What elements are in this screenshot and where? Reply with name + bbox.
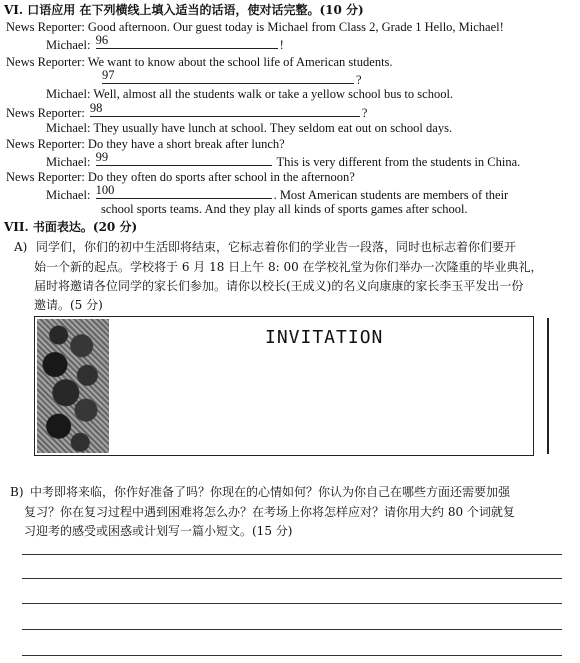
part-a-line-3: 届时将邀请各位同学的家长们参加。请你以校长(王成义)的名义向康康的家长李玉平发出一份 bbox=[34, 279, 524, 293]
flower-decoration bbox=[37, 319, 109, 453]
line-tail: ! bbox=[279, 38, 284, 52]
line-text: Good afternoon. Our guest today is Michael from Class 2, Grade 1 Hello, Michael! bbox=[87, 20, 504, 34]
line-text: Do they often do sports after school in the afternoon? bbox=[87, 170, 355, 184]
part-b-line-3: 习迎考的感受或困惑或计划写一篇小短文。(15 分) bbox=[24, 524, 293, 538]
part-a-line-1: 同学们，你们的初中生活即将结束，它标志着你们的学业告一段落，同时也标志着你们要开 bbox=[36, 240, 517, 254]
part-b-label: B) bbox=[10, 485, 24, 499]
answer-blank-96[interactable]: 96 bbox=[96, 35, 278, 49]
invitation-title: INVITATION bbox=[265, 327, 384, 348]
line-tail: ? bbox=[361, 106, 368, 120]
writing-line-1[interactable] bbox=[22, 554, 562, 555]
speaker: News Reporter: bbox=[6, 106, 85, 120]
part-b-line-1: 中考即将来临，你作好准备了吗？你现在的心情如何？你认为你自己在哪些方面还需要加强 bbox=[30, 485, 511, 499]
line-text: They usually have lunch at school. They seldom eat out on school days. bbox=[93, 121, 453, 135]
dialogue-line-1 bbox=[6, 19, 504, 35]
dialogue-line-3 bbox=[6, 54, 393, 70]
writing-line-2[interactable] bbox=[22, 578, 562, 579]
dialogue-line-2 bbox=[46, 35, 284, 53]
part-a-label: A) bbox=[14, 240, 28, 254]
speaker: News Reporter: bbox=[6, 55, 85, 69]
line-text: We want to know about the school life of American students. bbox=[87, 55, 393, 69]
line-text: school sports teams. And they play all kinds of sports games after school. bbox=[101, 202, 468, 216]
writing-line-3[interactable] bbox=[22, 603, 562, 604]
speaker: News Reporter: bbox=[6, 137, 85, 151]
part-b-line-2: 复习？你在复习过程中遇到困难将怎么办？在考场上你将怎样应对？请你用大约 80 个词就复 bbox=[24, 505, 515, 519]
answer-blank-100[interactable]: 100 bbox=[96, 185, 272, 199]
frame-right-rule bbox=[547, 318, 549, 454]
line-text: Do they have a short break after lunch? bbox=[87, 137, 285, 151]
dialogue-line-8 bbox=[6, 136, 285, 152]
dialogue-line-6 bbox=[6, 103, 367, 121]
section-6-heading: VI. 口语应用 在下列横线上填入适当的话语，使对话完整。(10 分) bbox=[4, 3, 364, 17]
speaker: Michael: bbox=[46, 87, 91, 101]
dialogue-line-7 bbox=[46, 120, 452, 136]
speaker: News Reporter: bbox=[6, 20, 85, 34]
line-text: Well, almost all the students walk or take a yellow school bus to school. bbox=[93, 87, 454, 101]
part-a-line-2: 始一个新的起点。学校将于 6 月 18 日上午 8: 00 在学校礼堂为你们举办一次隆重的毕业典礼， bbox=[34, 260, 543, 274]
speaker: Michael: bbox=[46, 188, 91, 202]
writing-line-4[interactable] bbox=[22, 629, 562, 630]
speaker: Michael: bbox=[46, 155, 91, 169]
dialogue-line-12 bbox=[101, 201, 468, 217]
speaker: News Reporter: bbox=[6, 170, 85, 184]
dialogue-line-5 bbox=[46, 86, 453, 102]
answer-blank-98[interactable]: 98 bbox=[90, 103, 360, 117]
speaker: Michael: bbox=[46, 38, 91, 52]
answer-blank-97[interactable]: 97 bbox=[102, 70, 354, 84]
line-tail: This is very different from the students in China. bbox=[276, 155, 521, 169]
dialogue-line-10 bbox=[6, 169, 355, 185]
dialogue-line-9 bbox=[46, 152, 520, 170]
invitation-card[interactable] bbox=[34, 316, 534, 456]
speaker: Michael: bbox=[46, 121, 91, 135]
part-a-line-4: 邀请。(5 分) bbox=[34, 298, 103, 312]
line-tail: . Most American students are members of their bbox=[273, 188, 509, 202]
section-7-heading: VII. 书面表达。(20 分) bbox=[4, 220, 138, 234]
answer-blank-99[interactable]: 99 bbox=[96, 152, 272, 166]
line-tail: ? bbox=[356, 73, 362, 87]
writing-line-5[interactable] bbox=[22, 655, 562, 656]
